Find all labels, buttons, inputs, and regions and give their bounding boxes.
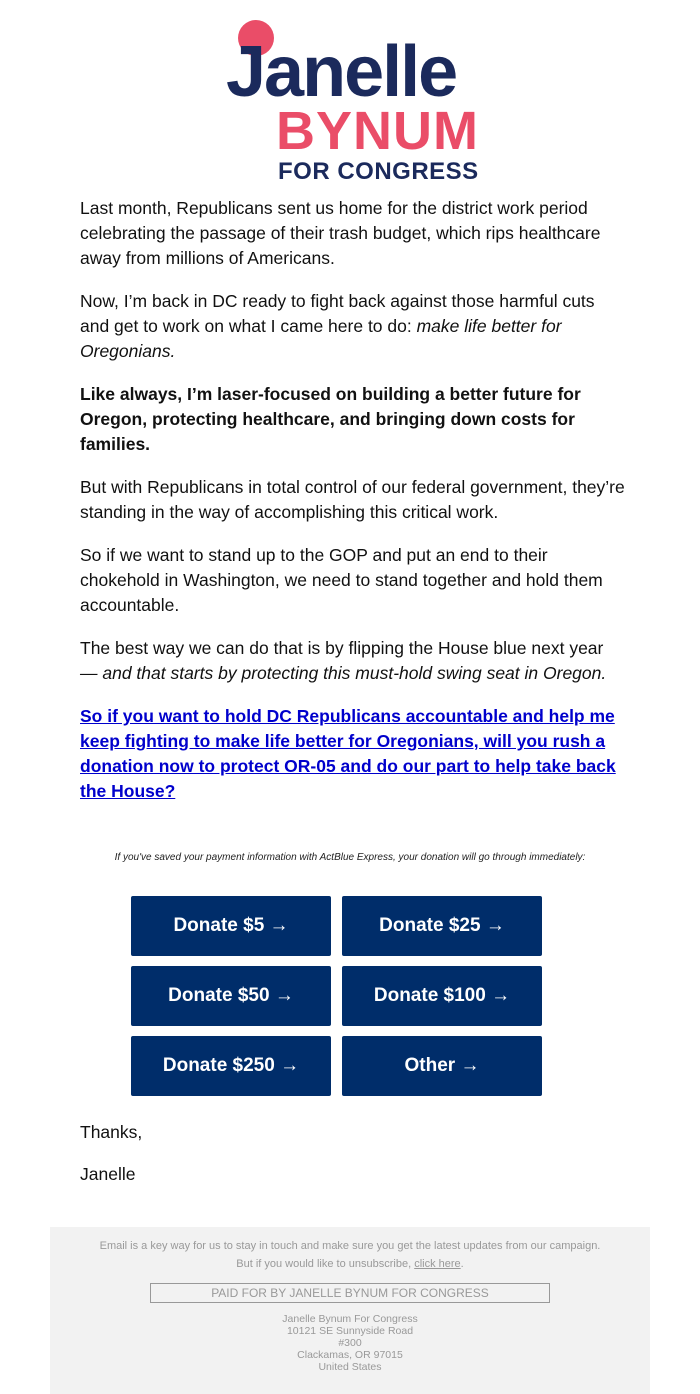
donate-5-button[interactable]: Donate $5 → xyxy=(131,896,331,956)
email-footer xyxy=(50,1227,650,1394)
donate-250-button[interactable]: Donate $250 → xyxy=(131,1036,331,1096)
logo-subtitle: FOR CONGRESS xyxy=(278,158,479,185)
closing-signature: Janelle xyxy=(80,1164,136,1184)
donate-other-button[interactable]: Other → xyxy=(342,1036,542,1096)
logo-last-name: BYNUM xyxy=(276,101,479,161)
footer-period: . xyxy=(460,1258,464,1270)
address-line: Clackamas, OR 97015 xyxy=(297,1349,403,1361)
closing-thanks: Thanks, xyxy=(80,1122,143,1142)
donate-100-button[interactable]: Donate $100 → xyxy=(342,966,542,1026)
actblue-express-note: If you've saved your payment information with ActBlue Express, your donation will go through immediately: xyxy=(114,852,586,863)
campaign-logo xyxy=(222,16,480,184)
paragraph-3 xyxy=(80,382,625,457)
footer-line-2 xyxy=(50,1258,650,1270)
unsubscribe-link[interactable]: click here xyxy=(414,1258,461,1270)
donation-cta-link[interactable]: So if you want to hold DC Republicans accountable and help me keep fighting to make life better for Oregonians, will you rush a donation now to protect OR-05 and do our part to help take back the House? xyxy=(80,706,616,801)
paragraph-4: But with Republicans in total control of our federal government, they’re standing in the way of accomplishing this critical work. xyxy=(80,477,625,522)
footer-unsubscribe-text: But if you would like to unsubscribe, xyxy=(236,1258,415,1270)
mailing-address xyxy=(50,1313,650,1373)
cta-paragraph xyxy=(80,704,625,804)
address-line: Janelle Bynum For Congress xyxy=(282,1313,418,1325)
paragraph-6-text: The best way we can do that is by flipping the House blue next year xyxy=(80,638,604,658)
paragraph-3-bold: Like always, I’m laser-focused on building a better future for Oregon, protecting healthcare, and bringing down costs for families. xyxy=(80,384,581,454)
paragraph-2-italic: make life better for Oregonians. xyxy=(80,316,562,361)
email-body xyxy=(80,196,625,822)
paragraph-2-text: Now, I’m back in DC ready to fight back against those harmful cuts and get to work on what I came here to do: xyxy=(80,291,595,336)
footer-line-1: Email is a key way for us to stay in touch and make sure you get the latest updates from our campaign. xyxy=(99,1240,601,1252)
address-line: #300 xyxy=(338,1337,362,1349)
paid-for-disclaimer: PAID FOR BY JANELLE BYNUM FOR CONGRESS xyxy=(150,1283,550,1303)
donate-50-button[interactable]: Donate $50 → xyxy=(131,966,331,1026)
address-line: 10121 SE Sunnyside Road xyxy=(286,1325,414,1337)
logo-first-name: Janelle xyxy=(226,32,457,112)
paragraph-2 xyxy=(80,289,625,364)
paragraph-1: Last month, Republicans sent us home for the district work period celebrating the passage of their trash budget, which rips healthcare away from millions of Americans. xyxy=(80,198,601,268)
paragraph-6-italic: — and that starts by protecting this must-hold swing seat in Oregon. xyxy=(80,663,607,683)
address-line: United States xyxy=(318,1361,382,1373)
donate-button-grid xyxy=(131,896,542,1096)
donate-25-button[interactable]: Donate $25 → xyxy=(342,896,542,956)
paragraph-6 xyxy=(80,636,625,686)
paragraph-5: So if we want to stand up to the GOP and put an end to their chokehold in Washington, we need to stand together and hold them accountable. xyxy=(80,545,603,615)
